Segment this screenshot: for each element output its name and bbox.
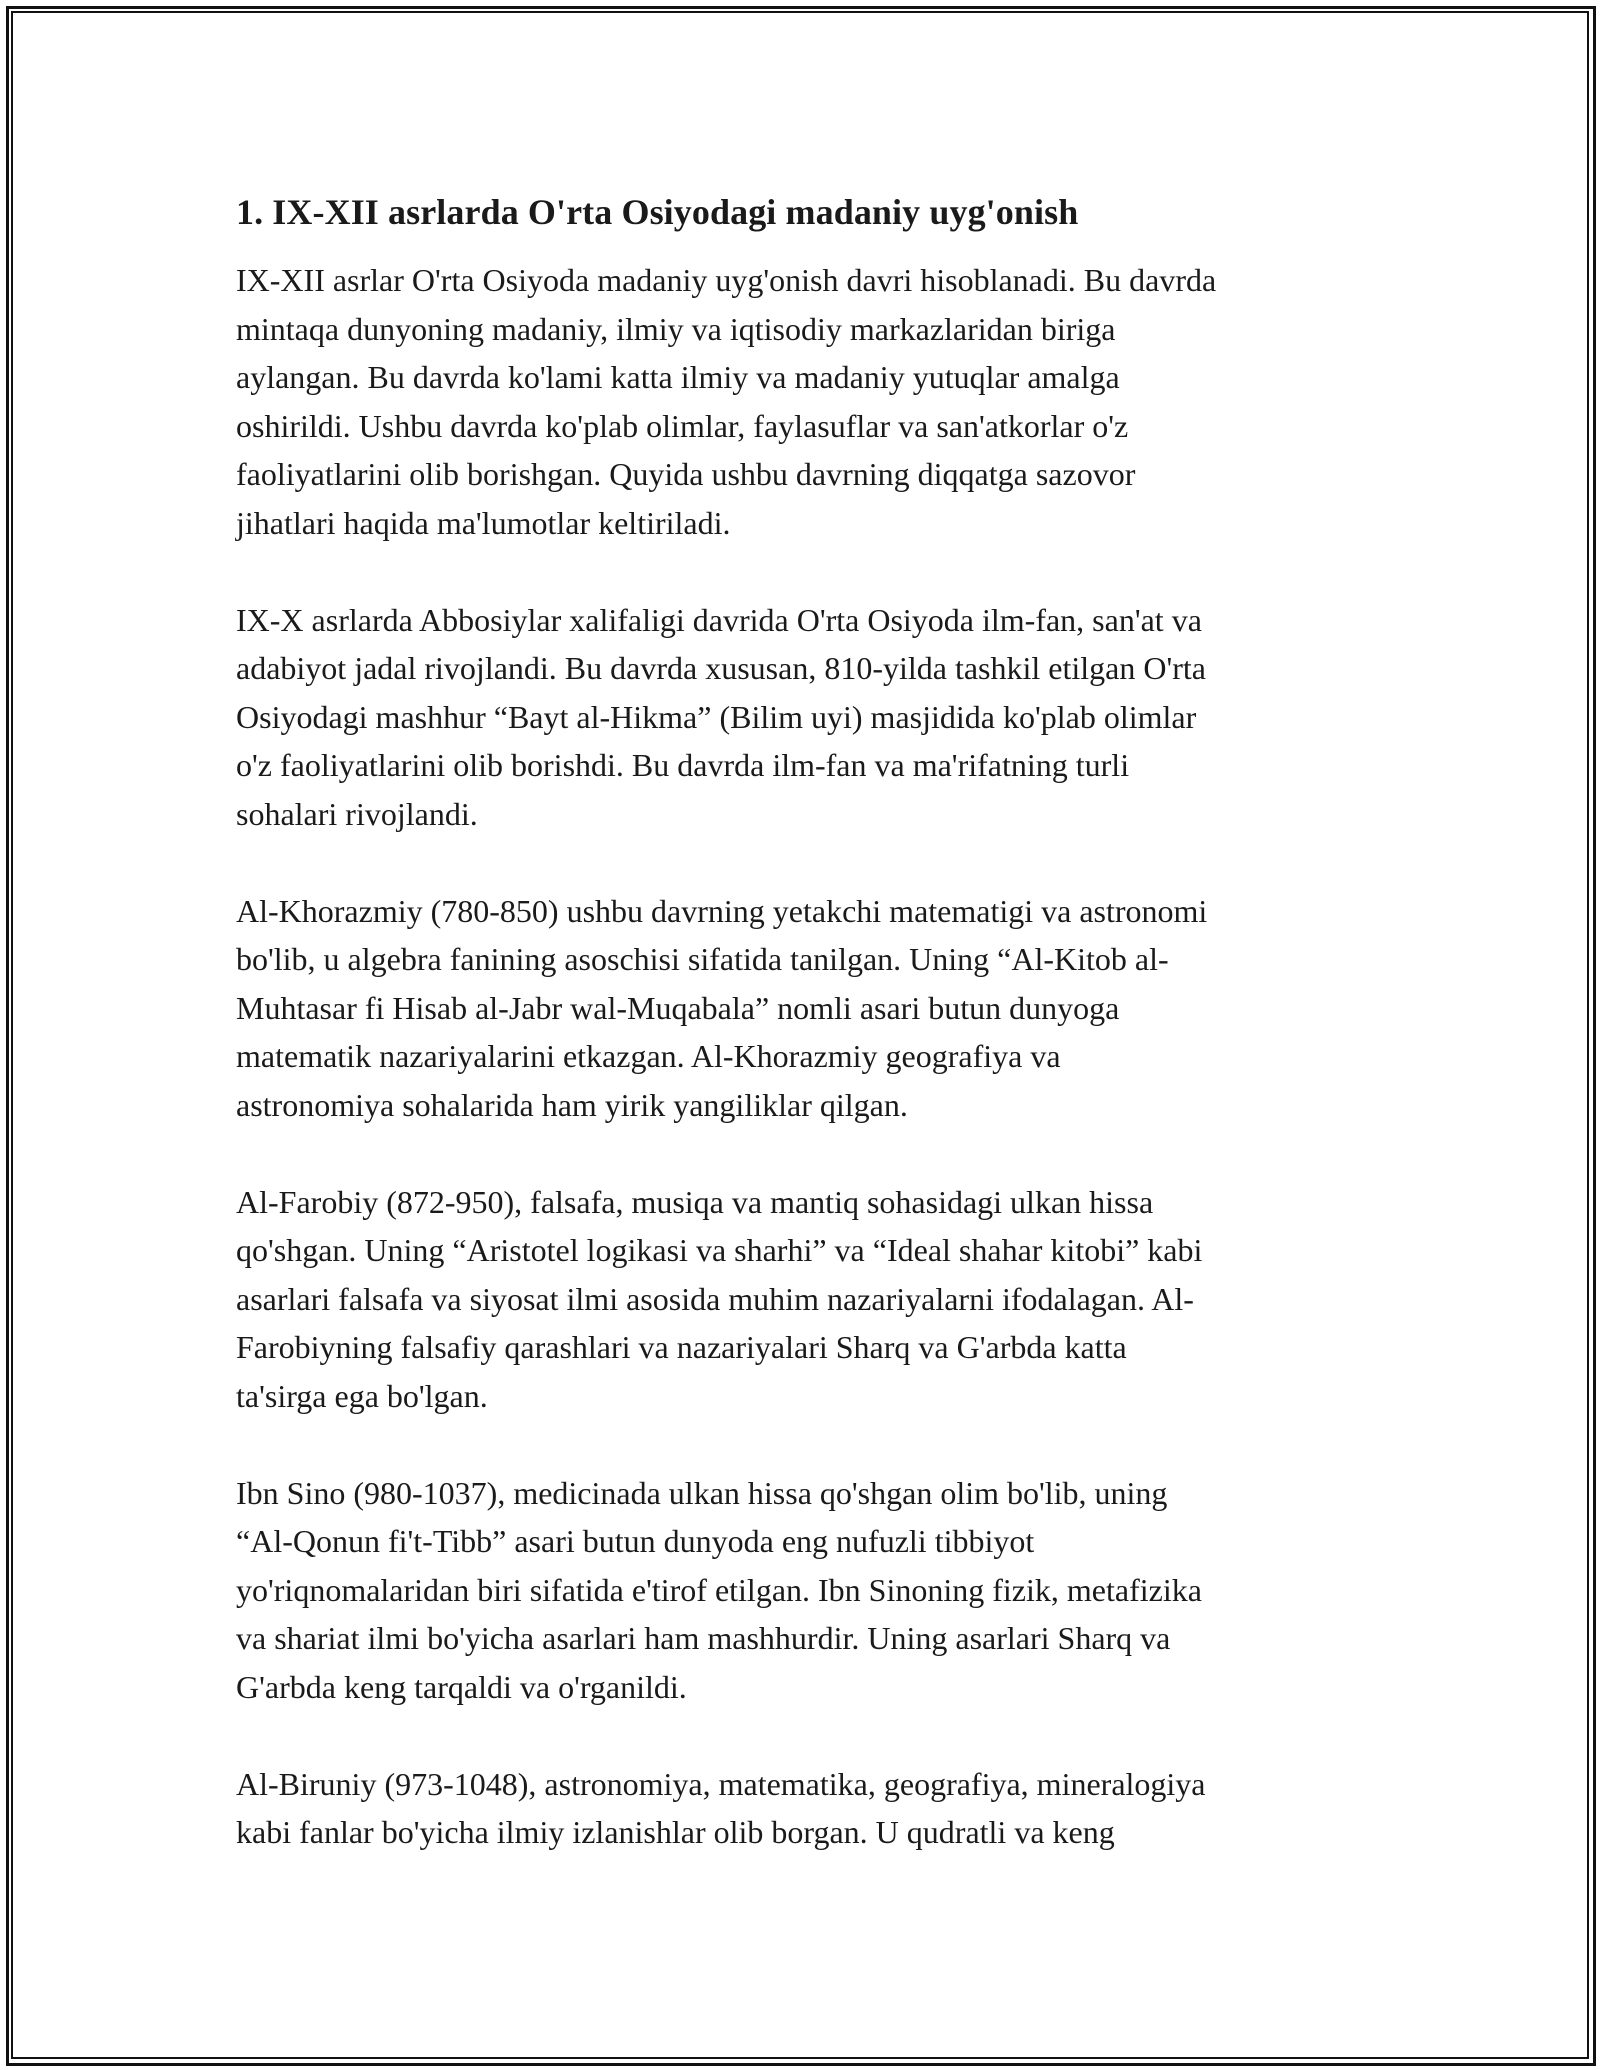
paragraph-khorazmiy: Al-Khorazmiy (780-850) ushbu davrning yetakchi matematigi va astronomi bo'lib, u algebra fanining asoschisi sifatida tanilgan. Uning “Al-Kitob al- Muhtasar fi Hisab al-Jabr wal-Muqabala” nomli asari butun dunyoga matematik nazariyalarini etkazgan. Al-Khorazmiy geografiya va astronomiya sohalarida ham yirik yangiliklar qilgan. bbox=[236, 892, 1208, 1123]
paragraph-abbasid: IX-X asrlarda Abbosiylar xalifaligi davrida O'rta Osiyoda ilm-fan, san'at va adabiyot jadal rivojlandi. Bu davrda xususan, 810-yilda tashkil etilgan O'rta Osiyodagi mashhur “Bayt al-Hikma” (Bilim uyi) masjidida ko'plab olimlar o'z faoliyatlarini olib borishdi. Bu davrda ilm-fan va ma'rifatning turli sohalari rivojlandi. bbox=[236, 601, 1206, 832]
paragraph-farobiy: Al-Farobiy (872-950), falsafa, musiqa va mantiq sohasidagi ulkan hissa qo'shgan. Uning “Aristotel logikasi va sharhi” va “Ideal shahar kitobi” kabi asarlari falsafa va siyosat ilmi asosida muhim nazariyalarni ifodalagan. Al- Farobiyning falsafiy qarashlari va nazariyalari Sharq va G'arbda katta ta'sirga ega bo'lgan. bbox=[236, 1183, 1203, 1414]
paragraph-biruniy: Al-Biruniy (973-1048), astronomiya, matematika, geografiya, mineralogiya kabi fanlar bo'yicha ilmiy izlanishlar olib borgan. U qudratli va keng bbox=[236, 1765, 1206, 1850]
section-heading: 1. IX-XII asrlarda O'rta Osiyodagi madaniy uyg'onish bbox=[236, 192, 1079, 232]
paragraph-ibn-sino: Ibn Sino (980-1037), medicinada ulkan hissa qo'shgan olim bo'lib, uning “Al-Qonun fi't-Tibb” asari butun dunyoda eng nufuzli tibbiyot yo'riqnomalaridan biri sifatida e'tirof etilgan. Ibn Sinoning fizik, metafizika va shariat ilmi bo'yicha asarlari ham mashhurdir. Uning asarlari Sharq va G'arbda keng tarqaldi va o'rganildi. bbox=[236, 1474, 1202, 1705]
document-body bbox=[236, 188, 1386, 1905]
paragraph-intro: IX-XII asrlar O'rta Osiyoda madaniy uyg'onish davri hisoblanadi. Bu davrda mintaqa dunyoning madaniy, ilmiy va iqtisodiy markazlaridan biriga aylangan. Bu davrda ko'lami katta ilmiy va madaniy yutuqlar amalga oshirildi. Ushbu davrda ko'plab olimlar, faylasuflar va san'atkorlar o'z faoliyatlarini olib borishgan. Quyida ushbu davrning diqqatga sazovor jihatlari haqida ma'lumotlar keltiriladi. bbox=[236, 262, 1217, 541]
